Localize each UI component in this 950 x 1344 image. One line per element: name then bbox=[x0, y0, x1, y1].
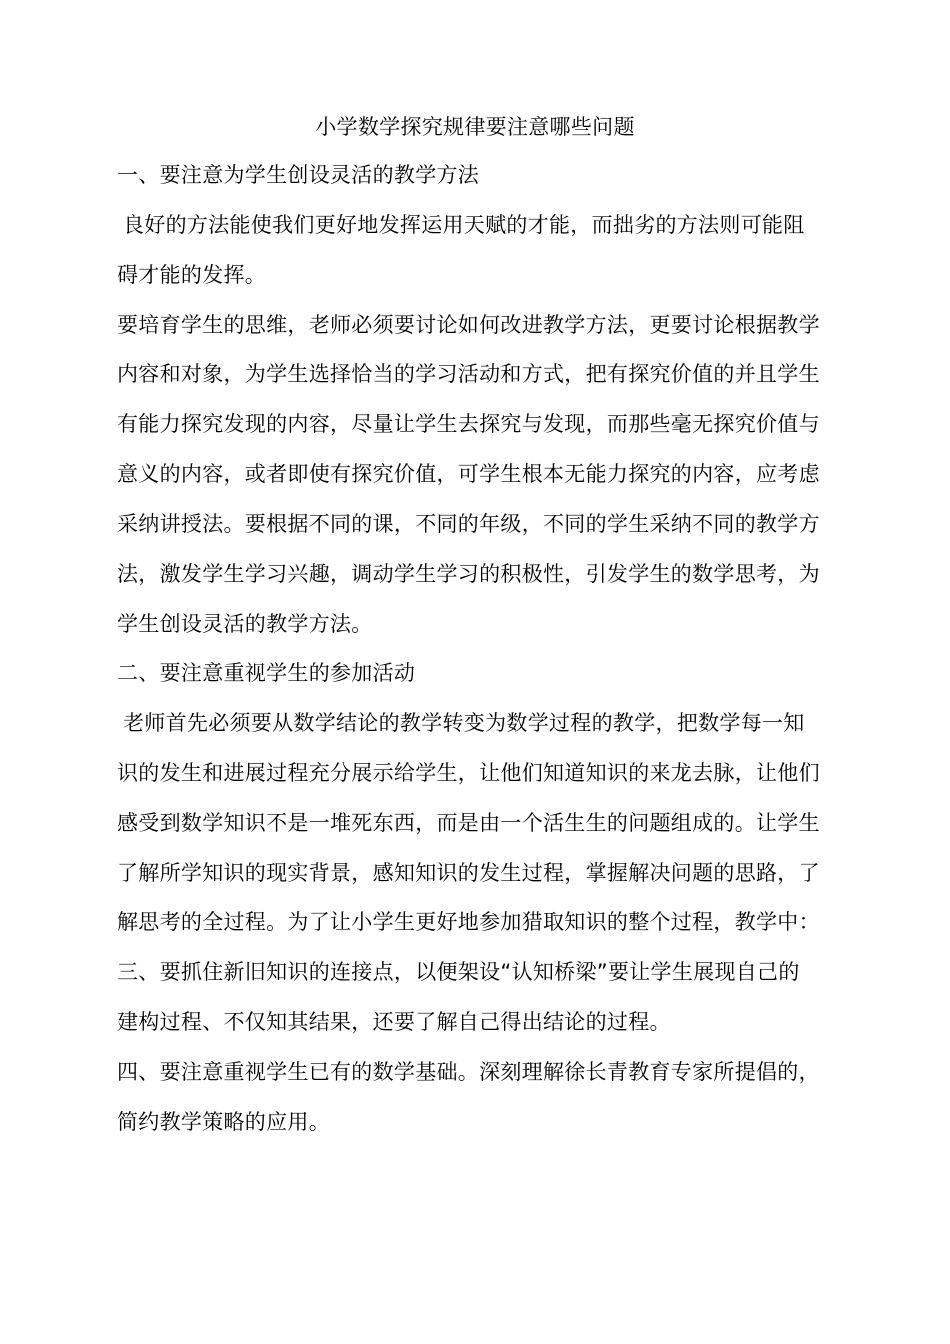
paragraph-line: 简约教学策略的应用。 bbox=[117, 1110, 330, 1134]
paragraph-line: 感受到数学知识不是一堆死东西，而是由一个活生生的问题组成的。让学生 bbox=[117, 811, 820, 835]
section-heading-1: 一、要注意为学生创设灵活的教学方法 bbox=[117, 163, 480, 187]
paragraph-line: 要培育学生的思维，老师必须要讨论如何改进教学方法，更要讨论根据教学 bbox=[117, 313, 820, 337]
paragraph-line: 解思考的全过程。为了让小学生更好地参加猎取知识的整个过程，教学中： bbox=[117, 910, 820, 934]
paragraph-line: 采纳讲授法。要根据不同的课，不同的年级，不同的学生采纳不同的教学方 bbox=[117, 512, 820, 536]
paragraph-line: 意义的内容，或者即使有探究价值，可学生根本无能力探究的内容，应考虑 bbox=[117, 462, 820, 486]
paragraph-line: 有能力探究发现的内容，尽量让学生去探究与发现，而那些毫无探究价值与 bbox=[117, 412, 820, 436]
paragraph-line: 建构过程、不仅知其结果，还要了解自己得出结论的过程。 bbox=[117, 1010, 671, 1034]
document-title: 小学数学探究规律要注意哪些问题 bbox=[315, 115, 635, 139]
paragraph-line: 法，激发学生学习兴趣，调动学生学习的积极性，引发学生的数学思考，为 bbox=[117, 562, 820, 586]
paragraph-line: 学生创设灵活的教学方法。 bbox=[117, 612, 373, 636]
section-heading-2: 二、要注意重视学生的参加活动 bbox=[117, 661, 416, 685]
paragraph-line: 老师首先必须要从数学结论的教学转变为数学过程的教学，把数学每一知 bbox=[123, 711, 805, 735]
paragraph-line: 内容和对象，为学生选择恰当的学习活动和方式，把有探究价值的并且学生 bbox=[117, 362, 820, 386]
paragraph-line: 良好的方法能使我们更好地发挥运用天赋的才能，而拙劣的方法则可能阻 bbox=[123, 213, 805, 237]
paragraph-line: 识的发生和进展过程充分展示给学生，让他们知道知识的来龙去脉，让他们 bbox=[117, 761, 820, 785]
paragraph-line: 了解所学知识的现实背景，感知知识的发生过程，掌握解决问题的思路，了 bbox=[117, 861, 820, 885]
paragraph-line: 碍才能的发挥。 bbox=[117, 263, 267, 287]
section-heading-4: 四、要注意重视学生已有的数学基础。深刻理解徐长青教育专家所提倡的， bbox=[117, 1060, 820, 1084]
section-heading-3: 三、要抓住新旧知识的连接点，以便架设“认知桥梁”要让学生展现自己的 bbox=[117, 960, 800, 984]
